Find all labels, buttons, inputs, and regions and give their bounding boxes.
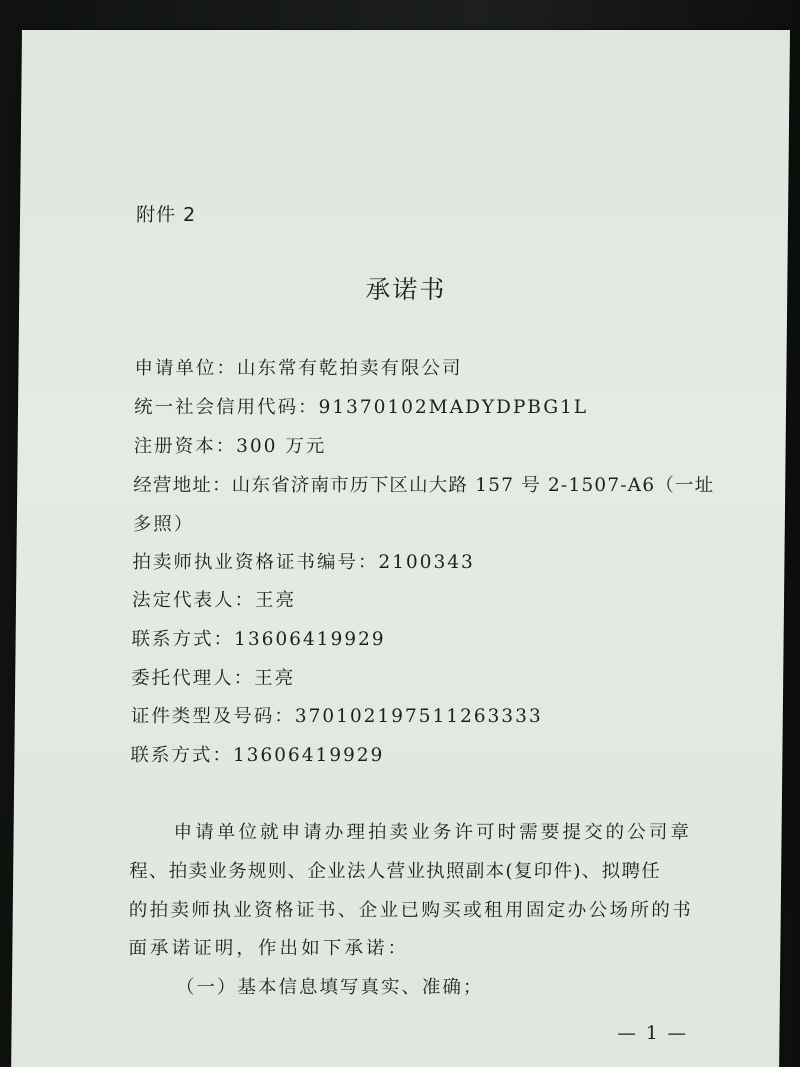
- applicant-field: 申请单位：山东常有乾拍卖有限公司: [134, 358, 463, 379]
- legal-rep-field: 法定代表人：王亮: [131, 590, 297, 611]
- address-field-line1: 经营地址：山东省济南市历下区山大路 157 号 2-1507-A6（一址: [133, 475, 715, 496]
- auctioneer-cert-field: 拍卖师执业资格证书编号：2100343: [132, 552, 475, 573]
- commitment-item-1: （一）基本信息填写真实、准确；: [175, 977, 484, 998]
- paragraph-line-2: 程、拍卖业务规则、企业法人营业执照副本(复印件)、拟聘任: [129, 861, 662, 882]
- contact-field-1: 联系方式：13606419929: [131, 629, 386, 650]
- capital-field: 注册资本：300 万元: [133, 436, 327, 457]
- contact-field-2: 联系方式：13606419929: [130, 745, 385, 766]
- paragraph-line-3: 的拍卖师执业资格证书、企业已购买或租用固定办公场所的书: [128, 900, 694, 921]
- paragraph-line-4: 面承诺证明，作出如下承诺：: [128, 938, 410, 959]
- id-type-number-field: 证件类型及号码：370102197511263333: [130, 706, 543, 727]
- document-title: 承诺书: [365, 275, 447, 304]
- document-page: [11, 30, 790, 1067]
- address-field-line2: 多照）: [132, 514, 195, 535]
- annex-label: 附件 2: [135, 204, 197, 226]
- paragraph-line-1: 申请单位就申请办理拍卖业务许可时需要提交的公司章: [173, 822, 693, 843]
- page-number: — 1 —: [617, 1023, 689, 1044]
- credit-code-field: 统一社会信用代码：91370102MADYDPBG1L: [133, 397, 589, 418]
- agent-field: 委托代理人：王亮: [131, 668, 296, 689]
